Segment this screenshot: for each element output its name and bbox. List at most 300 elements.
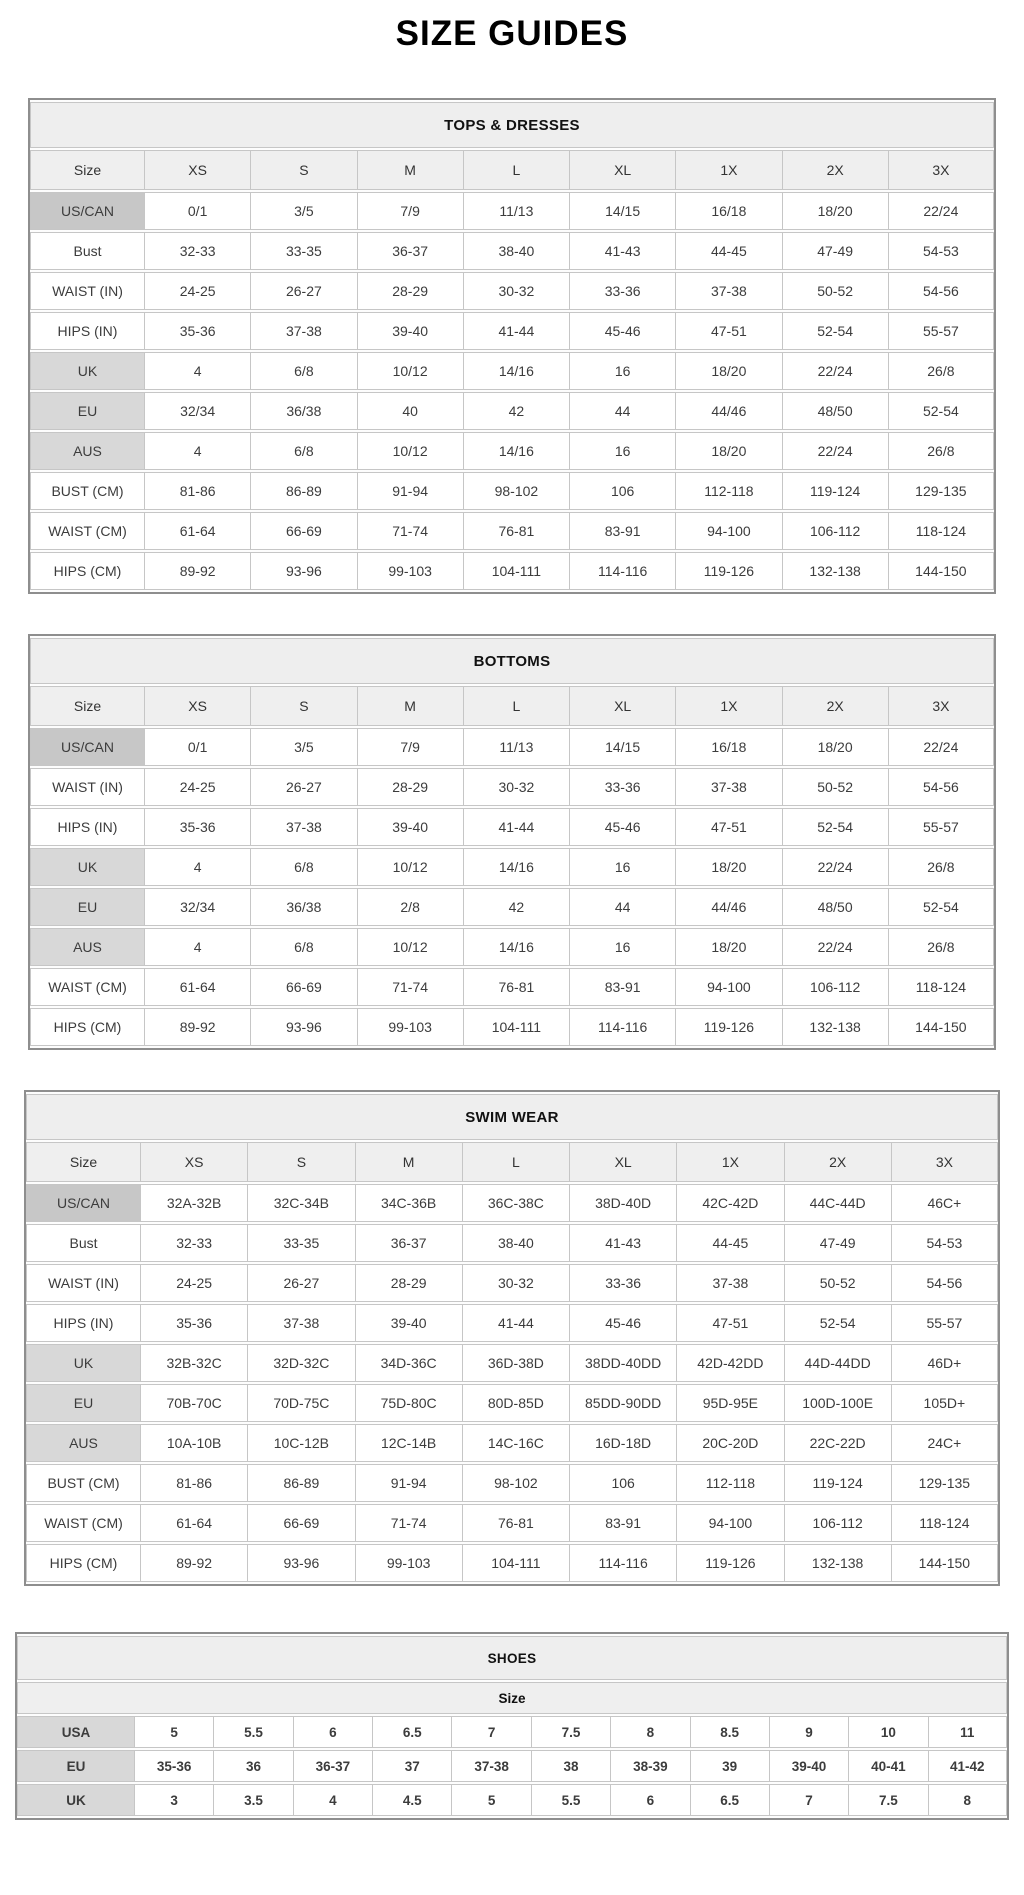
table-cell: 66-69 (250, 968, 356, 1006)
row-label: US/CAN (26, 1184, 140, 1222)
column-header: 2X (784, 1142, 891, 1182)
table-cell: 18/20 (675, 928, 781, 966)
table-cell: 38 (531, 1750, 610, 1782)
table-cell: 83-91 (569, 1504, 676, 1542)
table-cell: 104-111 (463, 1008, 569, 1046)
table-row (26, 1184, 998, 1222)
table-row (26, 1464, 998, 1502)
table-row (26, 1424, 998, 1462)
table-cell: 32-33 (140, 1224, 247, 1262)
table-cell: 112-118 (675, 472, 781, 510)
table-cell: 55-57 (888, 312, 994, 350)
table-cell: 33-35 (247, 1224, 354, 1262)
table-row (26, 1224, 998, 1262)
table-cell: 34D-36C (355, 1344, 462, 1382)
table-cell: 54-56 (888, 768, 994, 806)
table-cell: 33-36 (569, 1264, 676, 1302)
table-cell: 94-100 (676, 1504, 783, 1542)
table-cell: 93-96 (250, 552, 356, 590)
table-cell: 55-57 (891, 1304, 998, 1342)
table-cell: 86-89 (247, 1464, 354, 1502)
table-cell: 37 (372, 1750, 451, 1782)
table-cell: 54-56 (888, 272, 994, 310)
table-cell: 54-53 (888, 232, 994, 270)
table-cell: 36-37 (293, 1750, 372, 1782)
table-cell: 61-64 (140, 1504, 247, 1542)
table-cell: 36-37 (357, 232, 463, 270)
column-header: 3X (888, 686, 994, 726)
table-cell: 28-29 (357, 272, 463, 310)
table-cell: 14/15 (569, 728, 675, 766)
table-cell: 93-96 (250, 1008, 356, 1046)
table-cell: 45-46 (569, 312, 675, 350)
table-cell: 32/34 (144, 888, 250, 926)
table-cell: 36/38 (250, 888, 356, 926)
column-header: 1X (675, 686, 781, 726)
column-header: S (247, 1142, 354, 1182)
table-row (30, 232, 994, 270)
table-cell: 16 (569, 928, 675, 966)
table-cell: 99-103 (355, 1544, 462, 1582)
table-cell: 24-25 (144, 272, 250, 310)
table-cell: 33-36 (569, 768, 675, 806)
table-cell: 129-135 (888, 472, 994, 510)
row-label: HIPS (IN) (30, 312, 144, 350)
row-label: WAIST (CM) (26, 1504, 140, 1542)
table-cell: 76-81 (463, 512, 569, 550)
table-cell: 24-25 (144, 768, 250, 806)
table-cell: 71-74 (355, 1504, 462, 1542)
table-cell: 39-40 (357, 312, 463, 350)
table-cell: 34C-36B (355, 1184, 462, 1222)
table-cell: 33-35 (250, 232, 356, 270)
column-header: Size (30, 686, 144, 726)
table-cell: 28-29 (355, 1264, 462, 1302)
size-table-tops-dresses (28, 98, 996, 594)
table-cell: 91-94 (357, 472, 463, 510)
table-cell: 36C-38C (462, 1184, 569, 1222)
table-cell: 16/18 (675, 728, 781, 766)
table-cell: 32C-34B (247, 1184, 354, 1222)
row-label: WAIST (CM) (30, 968, 144, 1006)
table-cell: 48/50 (782, 392, 888, 430)
row-label: EU (26, 1384, 140, 1422)
table-cell: 26-27 (250, 768, 356, 806)
table-cell: 44 (569, 392, 675, 430)
table-row (30, 312, 994, 350)
table-cell: 6/8 (250, 432, 356, 470)
table-title-swim-wear: SWIM WEAR (26, 1094, 998, 1140)
table-cell: 37-38 (250, 808, 356, 846)
column-header: 3X (891, 1142, 998, 1182)
table-cell: 47-49 (782, 232, 888, 270)
row-label: AUS (26, 1424, 140, 1462)
table-cell: 35-36 (140, 1304, 247, 1342)
table-row (30, 512, 994, 550)
table-cell: 9 (769, 1716, 848, 1748)
table-cell: 36D-38D (462, 1344, 569, 1382)
size-table-shoes (15, 1632, 1009, 1820)
table-cell: 4 (293, 1784, 372, 1816)
table-cell: 47-49 (784, 1224, 891, 1262)
table-cell: 52-54 (782, 808, 888, 846)
table-cell: 91-94 (355, 1464, 462, 1502)
table-cell: 7.5 (531, 1716, 610, 1748)
table-cell: 81-86 (144, 472, 250, 510)
table-cell: 39-40 (355, 1304, 462, 1342)
table-cell: 106-112 (784, 1504, 891, 1542)
table-cell: 45-46 (569, 808, 675, 846)
table-cell: 39-40 (357, 808, 463, 846)
table-cell: 41-44 (463, 808, 569, 846)
row-label: UK (30, 352, 144, 390)
table-row (17, 1784, 1007, 1816)
table-cell: 106 (569, 1464, 676, 1502)
table-cell: 46C+ (891, 1184, 998, 1222)
row-label: US/CAN (30, 728, 144, 766)
table-cell: 71-74 (357, 968, 463, 1006)
table-cell: 36-37 (355, 1224, 462, 1262)
table-cell: 55-57 (888, 808, 994, 846)
table-row (26, 1264, 998, 1302)
table-cell: 85DD-90DD (569, 1384, 676, 1422)
row-label: Bust (30, 232, 144, 270)
table-cell: 22/24 (782, 432, 888, 470)
column-header: 1X (675, 150, 781, 190)
table-cell: 12C-14B (355, 1424, 462, 1462)
table-cell: 41-42 (928, 1750, 1007, 1782)
table-cell: 71-74 (357, 512, 463, 550)
table-cell: 83-91 (569, 512, 675, 550)
table-row (17, 1716, 1007, 1748)
table-cell: 3/5 (250, 728, 356, 766)
table-row (26, 1384, 998, 1422)
row-label: US/CAN (30, 192, 144, 230)
table-cell: 38-40 (463, 232, 569, 270)
table-cell: 7/9 (357, 192, 463, 230)
table-cell: 89-92 (144, 552, 250, 590)
table-cell: 54-53 (891, 1224, 998, 1262)
table-cell: 6/8 (250, 928, 356, 966)
table-cell: 41-43 (569, 232, 675, 270)
table-cell: 118-124 (888, 968, 994, 1006)
column-header: 2X (782, 150, 888, 190)
table-cell: 41-44 (462, 1304, 569, 1342)
table-title-bottoms: BOTTOMS (30, 638, 994, 684)
table-cell: 52-54 (888, 392, 994, 430)
table-cell: 118-124 (888, 512, 994, 550)
table-cell: 39-40 (769, 1750, 848, 1782)
table-cell: 22/24 (782, 352, 888, 390)
table-cell: 30-32 (463, 272, 569, 310)
table-cell: 4 (144, 848, 250, 886)
row-label: BUST (CM) (26, 1464, 140, 1502)
table-cell: 7 (769, 1784, 848, 1816)
table-cell: 89-92 (144, 1008, 250, 1046)
column-header: 1X (676, 1142, 783, 1182)
row-label: WAIST (IN) (30, 272, 144, 310)
table-cell: 11 (928, 1716, 1007, 1748)
table-cell: 94-100 (675, 968, 781, 1006)
table-cell: 98-102 (462, 1464, 569, 1502)
table-row (26, 1304, 998, 1342)
table-cell: 4 (144, 928, 250, 966)
table-cell: 144-150 (888, 552, 994, 590)
row-label: HIPS (IN) (30, 808, 144, 846)
row-label: UK (17, 1784, 134, 1816)
table-cell: 41-43 (569, 1224, 676, 1262)
table-cell: 37-38 (250, 312, 356, 350)
table-cell: 11/13 (463, 192, 569, 230)
table-cell: 52-54 (782, 312, 888, 350)
table-cell: 22/24 (888, 192, 994, 230)
column-header: S (250, 150, 356, 190)
table-cell: 52-54 (888, 888, 994, 926)
table-cell: 100D-100E (784, 1384, 891, 1422)
table-row (30, 728, 994, 766)
table-cell: 3 (134, 1784, 213, 1816)
table-cell: 18/20 (675, 352, 781, 390)
table-cell: 26-27 (247, 1264, 354, 1302)
table-row (30, 192, 994, 230)
table-cell: 66-69 (250, 512, 356, 550)
table-cell: 26/8 (888, 848, 994, 886)
table-cell: 10/12 (357, 352, 463, 390)
table-row (30, 392, 994, 430)
table-cell: 99-103 (357, 1008, 463, 1046)
table-cell: 10/12 (357, 928, 463, 966)
table-cell: 119-124 (784, 1464, 891, 1502)
table-cell: 8 (610, 1716, 689, 1748)
table-cell: 132-138 (784, 1544, 891, 1582)
table-cell: 38-40 (462, 1224, 569, 1262)
size-table-swim-wear (24, 1090, 1000, 1586)
table-cell: 35-36 (144, 312, 250, 350)
column-header-row (26, 1142, 998, 1182)
table-cell: 16D-18D (569, 1424, 676, 1462)
table-cell: 35-36 (134, 1750, 213, 1782)
table-cell: 44/46 (675, 888, 781, 926)
column-header: M (357, 150, 463, 190)
column-header: M (357, 686, 463, 726)
table-cell: 18/20 (675, 432, 781, 470)
table-row (30, 432, 994, 470)
table-cell: 144-150 (888, 1008, 994, 1046)
table-cell: 36/38 (250, 392, 356, 430)
table-cell: 32-33 (144, 232, 250, 270)
table-cell: 3.5 (213, 1784, 292, 1816)
table-cell: 44/46 (675, 392, 781, 430)
row-label: WAIST (IN) (30, 768, 144, 806)
row-label: HIPS (CM) (26, 1544, 140, 1582)
table-cell: 10C-12B (247, 1424, 354, 1462)
row-label: UK (26, 1344, 140, 1382)
table-cell: 48/50 (782, 888, 888, 926)
column-header: XS (144, 686, 250, 726)
table-cell: 119-126 (675, 552, 781, 590)
table-cell: 7.5 (848, 1784, 927, 1816)
table-cell: 95D-95E (676, 1384, 783, 1422)
table-cell: 81-86 (140, 1464, 247, 1502)
table-cell: 6.5 (372, 1716, 451, 1748)
table-row (26, 1504, 998, 1542)
table-cell: 14/16 (463, 848, 569, 886)
table-cell: 38D-40D (569, 1184, 676, 1222)
row-label: EU (30, 888, 144, 926)
table-cell: 46D+ (891, 1344, 998, 1382)
table-cell: 26-27 (250, 272, 356, 310)
table-cell: 22/24 (782, 848, 888, 886)
column-header: 3X (888, 150, 994, 190)
table-cell: 2/8 (357, 888, 463, 926)
column-header: L (463, 686, 569, 726)
table-cell: 7/9 (357, 728, 463, 766)
column-header: Size (30, 150, 144, 190)
table-cell: 0/1 (144, 192, 250, 230)
table-cell: 83-91 (569, 968, 675, 1006)
tables-container (0, 98, 1024, 1820)
table-cell: 70B-70C (140, 1384, 247, 1422)
row-label: BUST (CM) (30, 472, 144, 510)
table-cell: 37-38 (675, 272, 781, 310)
table-cell: 28-29 (357, 768, 463, 806)
table-cell: 18/20 (782, 192, 888, 230)
table-cell: 30-32 (462, 1264, 569, 1302)
table-cell: 47-51 (676, 1304, 783, 1342)
table-cell: 4.5 (372, 1784, 451, 1816)
table-cell: 50-52 (784, 1264, 891, 1302)
column-header-row (30, 686, 994, 726)
table-cell: 44D-44DD (784, 1344, 891, 1382)
table-cell: 22/24 (782, 928, 888, 966)
table-row (30, 472, 994, 510)
table-cell: 42 (463, 888, 569, 926)
table-cell: 42D-42DD (676, 1344, 783, 1382)
table-cell: 37-38 (676, 1264, 783, 1302)
table-cell: 14/16 (463, 352, 569, 390)
table-cell: 42C-42D (676, 1184, 783, 1222)
table-cell: 66-69 (247, 1504, 354, 1542)
table-cell: 14/16 (463, 928, 569, 966)
row-label: AUS (30, 928, 144, 966)
table-cell: 119-124 (782, 472, 888, 510)
table-cell: 14/15 (569, 192, 675, 230)
row-label: HIPS (CM) (30, 1008, 144, 1046)
table-row (26, 1344, 998, 1382)
table-row (30, 848, 994, 886)
table-cell: 32A-32B (140, 1184, 247, 1222)
table-cell: 42 (463, 392, 569, 430)
table-cell: 94-100 (675, 512, 781, 550)
table-cell: 8 (928, 1784, 1007, 1816)
column-header: S (250, 686, 356, 726)
column-header: XL (569, 150, 675, 190)
table-cell: 14C-16C (462, 1424, 569, 1462)
table-cell: 6 (610, 1784, 689, 1816)
table-cell: 4 (144, 432, 250, 470)
table-cell: 98-102 (463, 472, 569, 510)
table-cell: 18/20 (675, 848, 781, 886)
table-cell: 112-118 (676, 1464, 783, 1502)
table-cell: 37-38 (247, 1304, 354, 1342)
table-cell: 45-46 (569, 1304, 676, 1342)
table-cell: 80D-85D (462, 1384, 569, 1422)
table-cell: 6 (293, 1716, 372, 1748)
table-cell: 38-39 (610, 1750, 689, 1782)
table-cell: 5 (451, 1784, 530, 1816)
row-label: HIPS (CM) (30, 552, 144, 590)
column-header: 2X (782, 686, 888, 726)
table-cell: 40-41 (848, 1750, 927, 1782)
table-cell: 89-92 (140, 1544, 247, 1582)
table-cell: 61-64 (144, 968, 250, 1006)
column-header: M (355, 1142, 462, 1182)
table-row (30, 968, 994, 1006)
table-cell: 10/12 (357, 432, 463, 470)
column-header: XS (144, 150, 250, 190)
table-cell: 3/5 (250, 192, 356, 230)
table-cell: 40 (357, 392, 463, 430)
table-cell: 26/8 (888, 432, 994, 470)
table-cell: 76-81 (463, 968, 569, 1006)
row-label: HIPS (IN) (26, 1304, 140, 1342)
table-cell: 10/12 (357, 848, 463, 886)
table-cell: 70D-75C (247, 1384, 354, 1422)
table-cell: 11/13 (463, 728, 569, 766)
table-subheader: Size (17, 1682, 1007, 1714)
table-row (30, 768, 994, 806)
table-cell: 6.5 (690, 1784, 769, 1816)
table-cell: 18/20 (782, 728, 888, 766)
table-cell: 24-25 (140, 1264, 247, 1302)
table-row (17, 1750, 1007, 1782)
column-header: L (463, 150, 569, 190)
table-cell: 10 (848, 1716, 927, 1748)
table-cell: 6/8 (250, 848, 356, 886)
row-label: WAIST (IN) (26, 1264, 140, 1302)
table-cell: 50-52 (782, 272, 888, 310)
table-cell: 10A-10B (140, 1424, 247, 1462)
table-cell: 132-138 (782, 552, 888, 590)
table-cell: 129-135 (891, 1464, 998, 1502)
row-label: USA (17, 1716, 134, 1748)
table-cell: 44C-44D (784, 1184, 891, 1222)
table-cell: 26/8 (888, 352, 994, 390)
row-label: WAIST (CM) (30, 512, 144, 550)
column-header-row (30, 150, 994, 190)
table-cell: 76-81 (462, 1504, 569, 1542)
table-cell: 47-51 (675, 808, 781, 846)
table-cell: 32B-32C (140, 1344, 247, 1382)
table-row (30, 552, 994, 590)
table-row (30, 928, 994, 966)
table-cell: 35-36 (144, 808, 250, 846)
table-cell: 22/24 (888, 728, 994, 766)
column-header: L (462, 1142, 569, 1182)
table-cell: 36 (213, 1750, 292, 1782)
table-cell: 22C-22D (784, 1424, 891, 1462)
table-row (26, 1544, 998, 1582)
table-cell: 30-32 (463, 768, 569, 806)
table-cell: 118-124 (891, 1504, 998, 1542)
table-title-shoes: SHOES (17, 1636, 1007, 1680)
table-cell: 16/18 (675, 192, 781, 230)
page-title: SIZE GUIDES (395, 14, 629, 53)
table-cell: 6/8 (250, 352, 356, 390)
table-cell: 44 (569, 888, 675, 926)
table-cell: 5.5 (531, 1784, 610, 1816)
table-cell: 44-45 (676, 1224, 783, 1262)
